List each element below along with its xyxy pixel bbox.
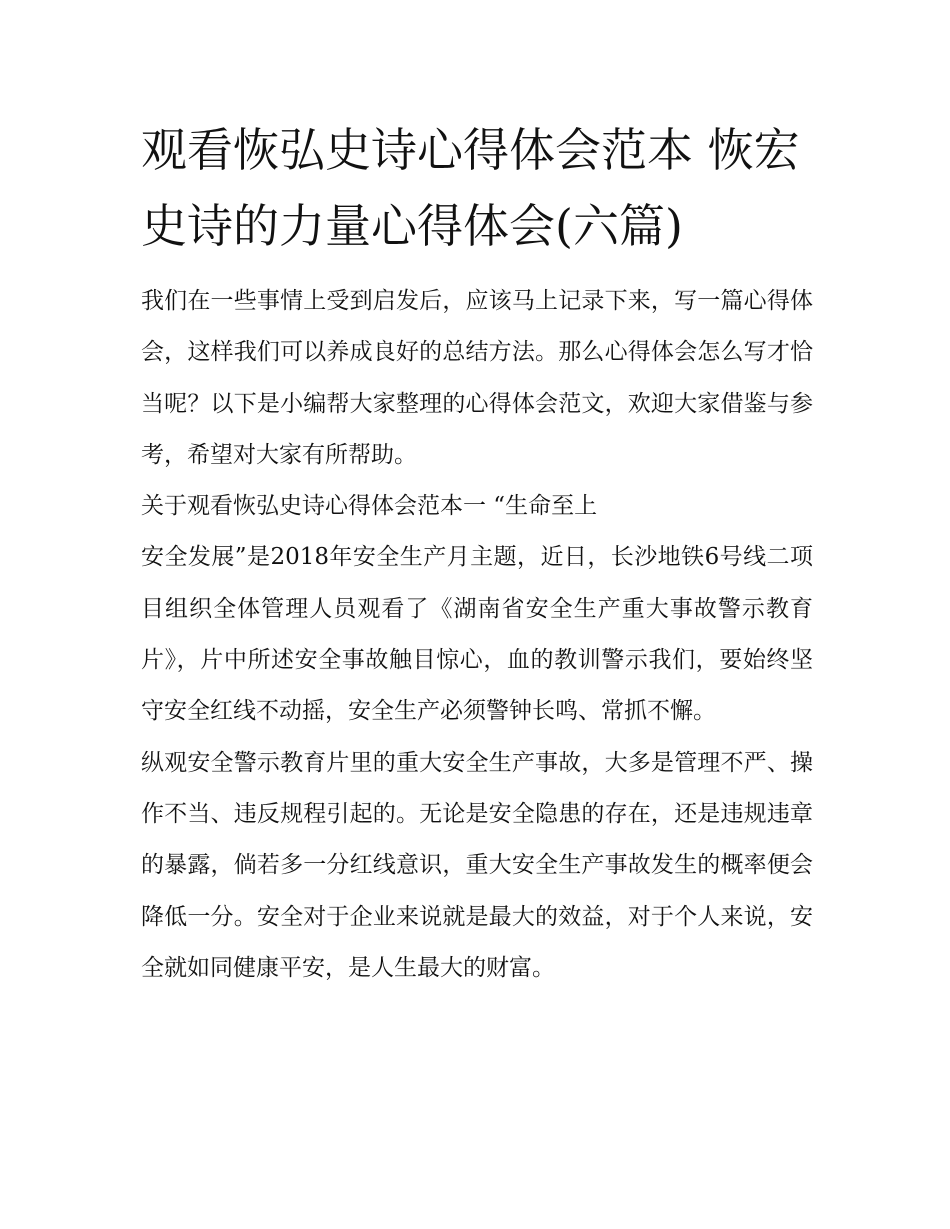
- document-title: 观看恢弘史诗心得体会范本 恢宏史诗的力量心得体会(六篇): [141, 123, 800, 253]
- paragraph-accident-review: 纵观安全警示教育片里的重大安全生产事故，大多是管理不严、操作不当、违反规程引起的。无论是安全隐患的存在，还是违规违章的暴露，倘若多一分红线意识，重大安全生产事故发生的概率便会降低一分。安全对于企业来说就是最大的效益，对于个人来说，安全就如同健康平安，是人生最大的财富。: [141, 749, 813, 981]
- paragraph-intro: 我们在一些事情上受到启发后，应该马上记录下来，写一篇心得体会，这样我们可以养成良好的总结方法。那么心得体会怎么写才恰当呢？以下是小编帮大家整理的心得体会范文，欢迎大家借鉴与参考，希望对大家有所帮助。: [141, 288, 813, 468]
- paragraph-safety-month: 安全发展”是2018年安全生产月主题，近日，长沙地铁6号线二项目组织全体管理人员观看了《湖南省安全生产重大事故警示教育片》，片中所述安全事故触目惊心，血的教训警示我们，要始终坚守安全红线不动摇，安全生产必须警钟长鸣、常抓不懈。: [141, 544, 813, 725]
- paragraph-section-heading: 关于观看恢弘史诗心得体会范本一 “生命至上: [141, 493, 598, 520]
- document-page: [141, 112, 813, 994]
